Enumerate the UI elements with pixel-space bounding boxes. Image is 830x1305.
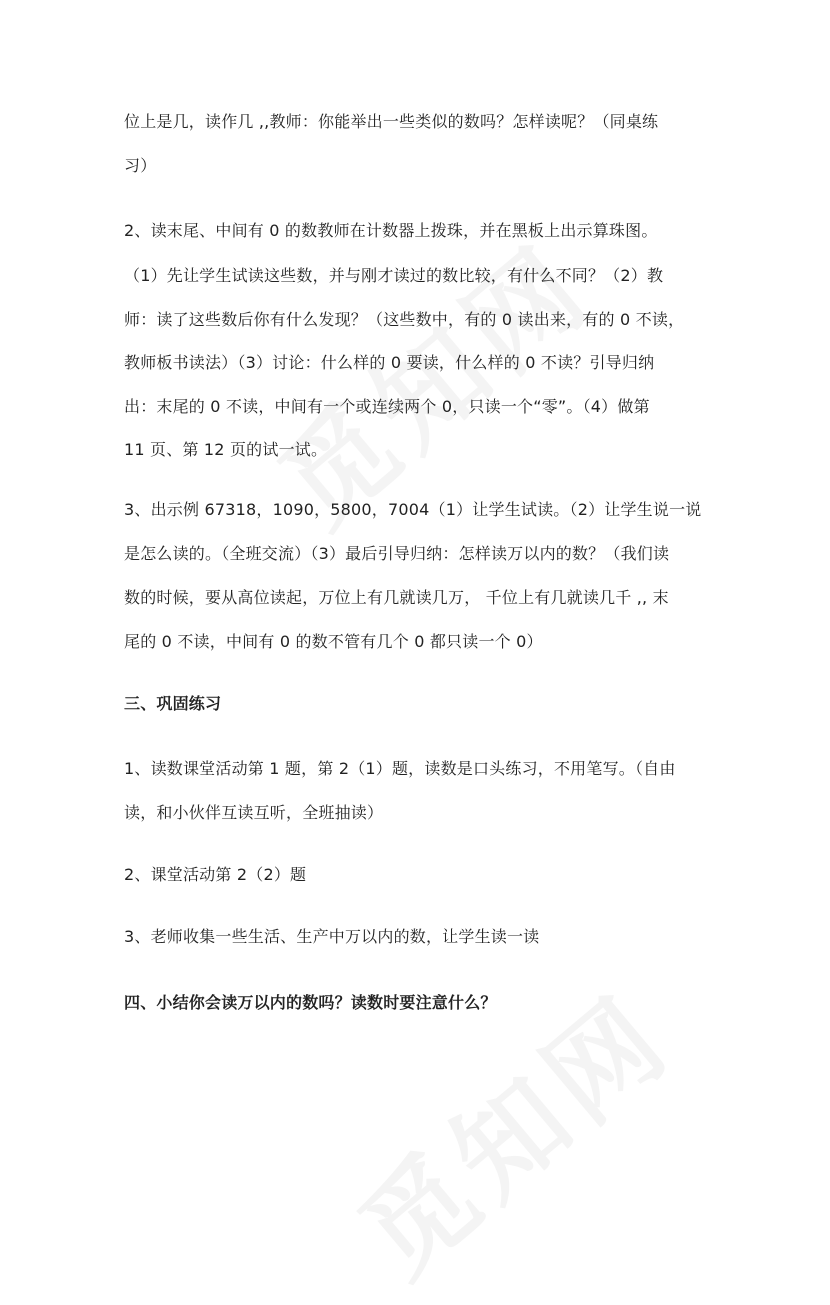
paragraph-line: 是怎么读的。（全班交流）（3）最后引导归纳：怎样读万以内的数？（我们读 — [124, 544, 670, 563]
paragraph-line: 读，和小伙伴互读互听，全班抽读） — [124, 803, 384, 822]
paragraph-line: 教师板书读法）（3）讨论：什么样的 0 要读，什么样的 0 不读？引导归纳 — [124, 353, 655, 372]
paragraph-line: 3、出示例 67318，1090，5800，7004（1）让学生试读。（2）让学生说一说 — [124, 500, 702, 519]
section-heading: 三、巩固练习 — [124, 694, 222, 713]
paragraph-line: 位上是几，读作几 ,,教师：你能举出一些类似的数吗？怎样读呢？（同桌练 — [124, 112, 659, 131]
paragraph-line: 出：末尾的 0 不读，中间有一个或连续两个 0，只读一个“零”。（4）做第 — [124, 397, 650, 416]
paragraph-line: 数的时候，要从高位读起，万位上有几就读几万， 千位上有几就读几千 ,, 末 — [124, 588, 669, 607]
paragraph-line: 3、老师收集一些生活、生产中万以内的数，让学生读一读 — [124, 927, 540, 946]
paragraph-line: 11 页、第 12 页的试一试。 — [124, 440, 328, 459]
paragraph-line: 1、读数课堂活动第 1 题，第 2（1）题，读数是口头练习，不用笔写。（自由 — [124, 759, 676, 778]
paragraph-line: 2、课堂活动第 2（2）题 — [124, 865, 307, 884]
paragraph-line: （1）先让学生试读这些数，并与刚才读过的数比较，有什么不同？（2）教 — [124, 266, 664, 285]
paragraph-line: 习） — [124, 156, 157, 175]
section-heading: 四、小结你会读万以内的数吗？读数时要注意什么？ — [124, 993, 497, 1012]
paragraph-line: 尾的 0 不读，中间有 0 的数不管有几个 0 都只读一个 0） — [124, 632, 543, 651]
paragraph-line: 师：读了这些数后你有什么发现？（这些数中，有的 0 读出来，有的 0 不读， — [124, 310, 685, 329]
paragraph-line: 2、读末尾、中间有 0 的数教师在计数器上拨珠，并在黑板上出示算珠图。 — [124, 221, 658, 240]
